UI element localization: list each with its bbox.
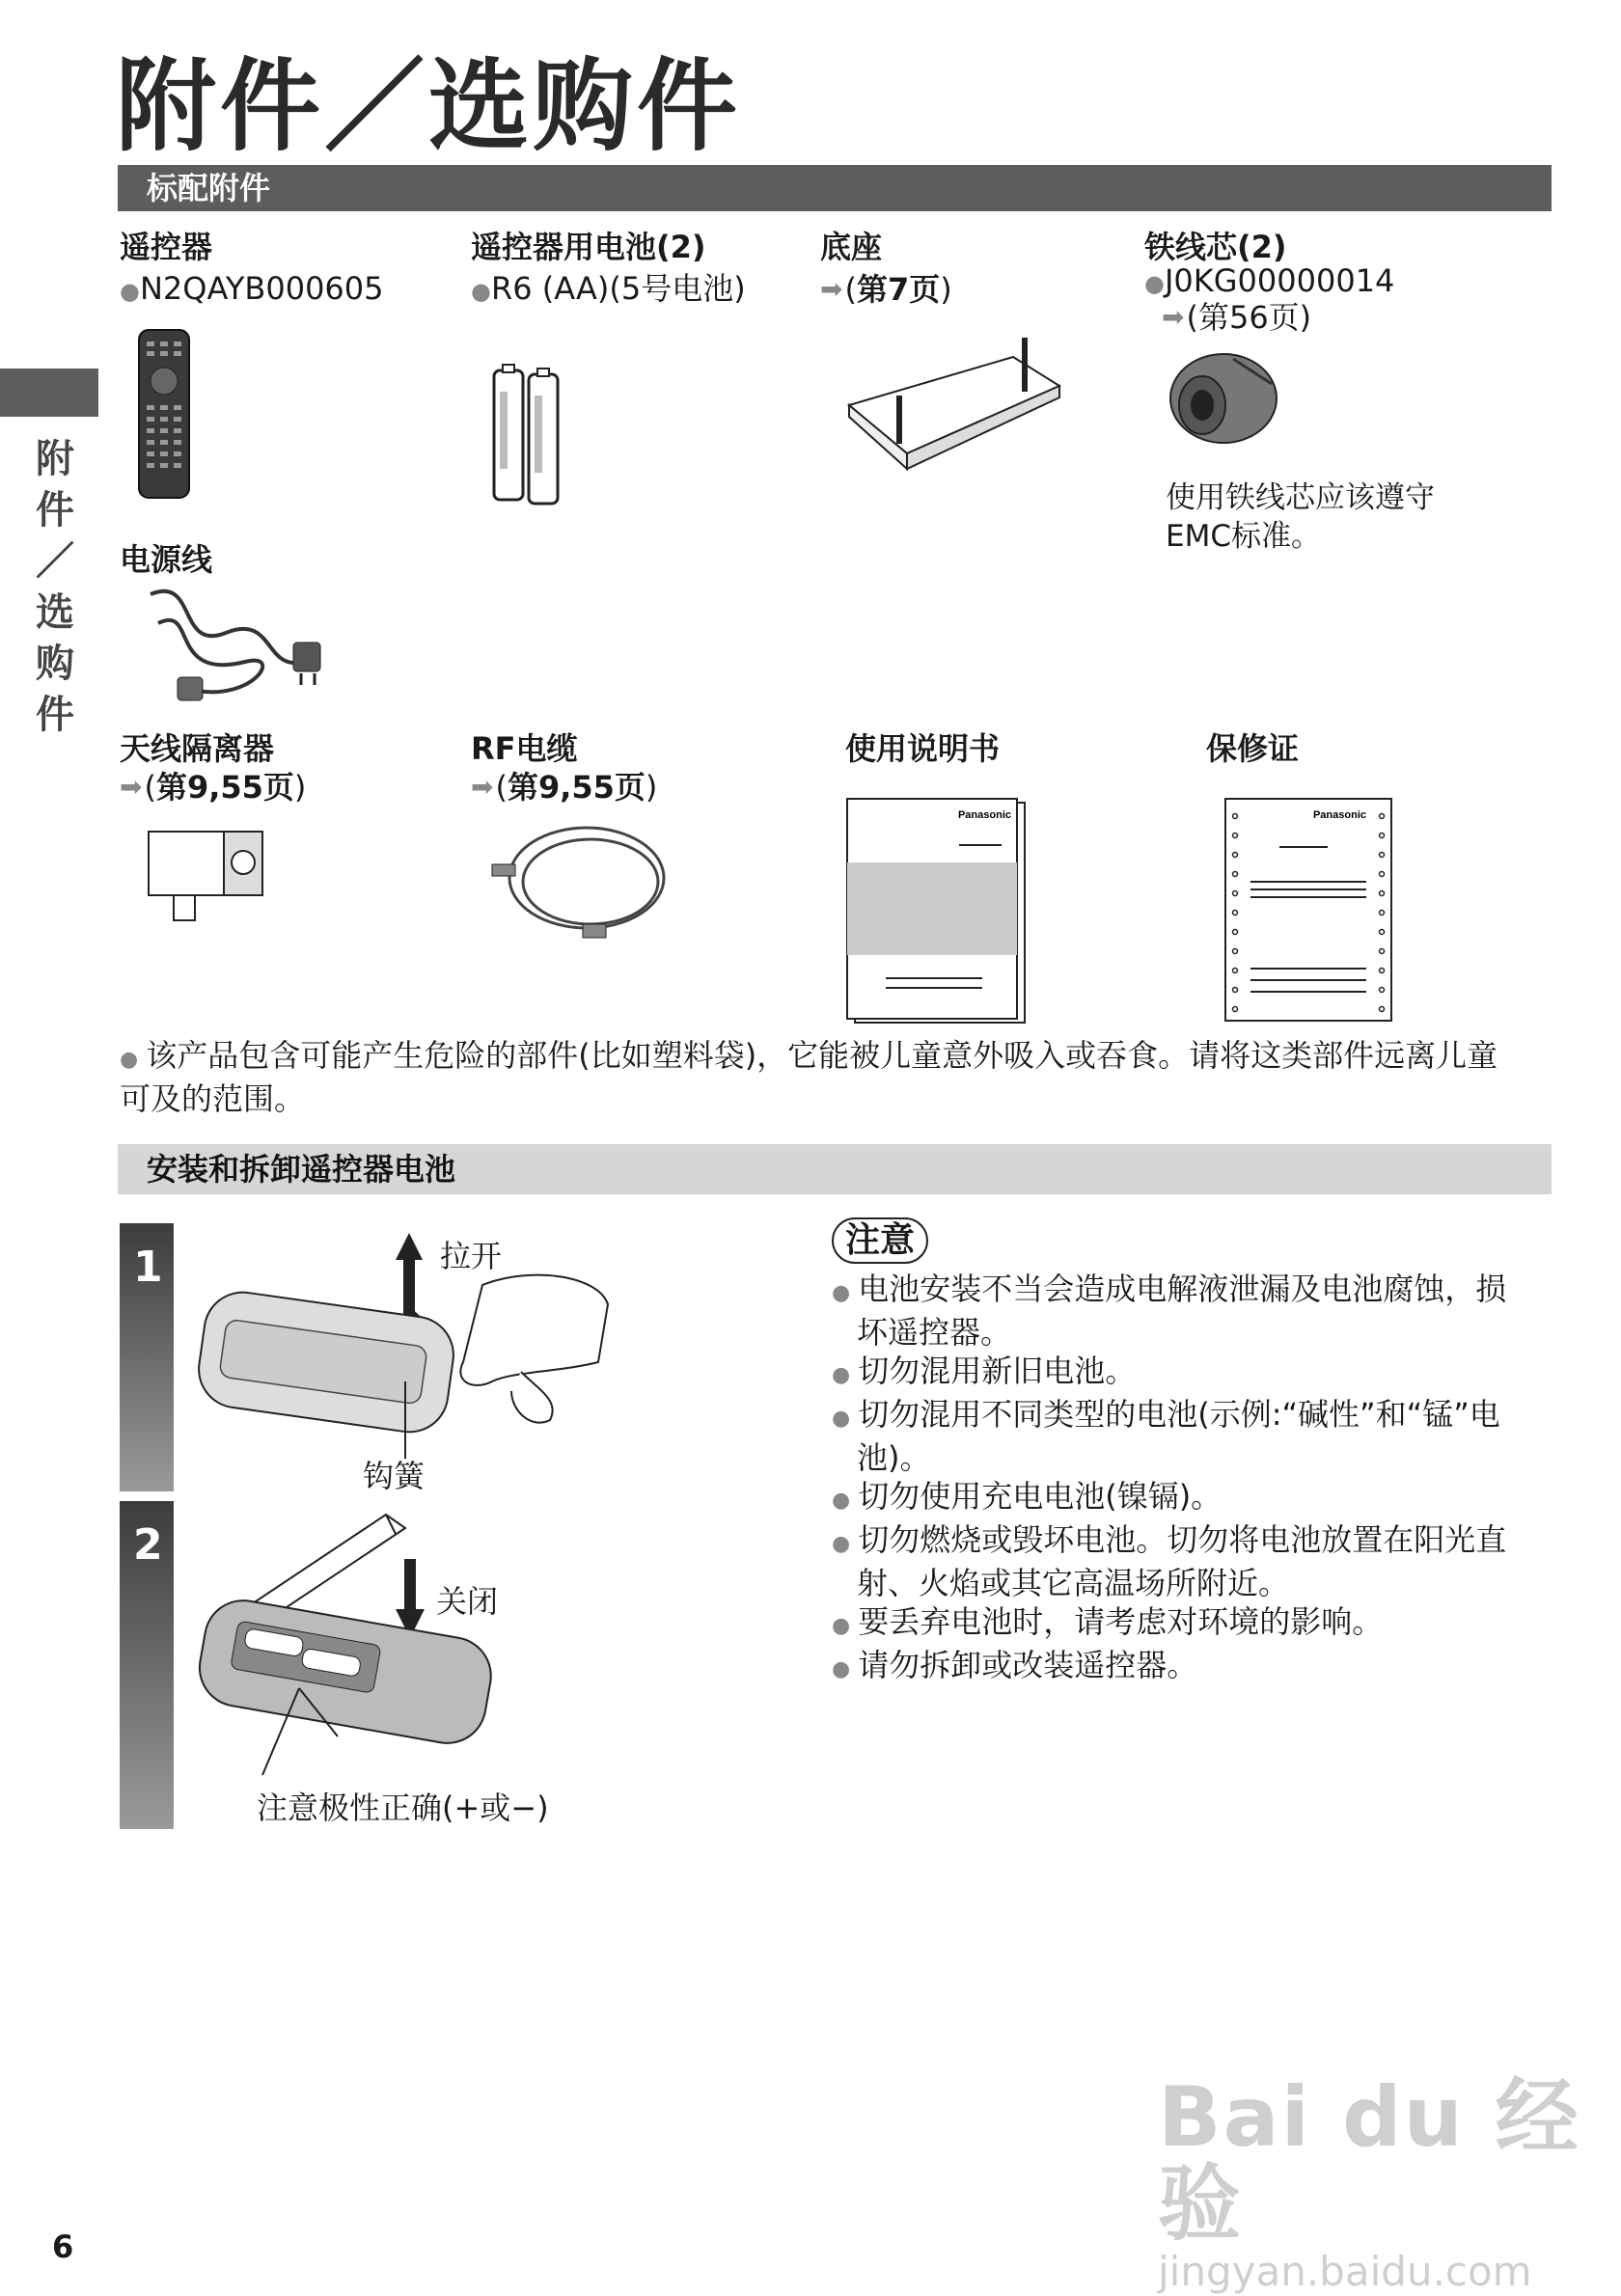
section-header-standard-accessories [118, 165, 1552, 211]
watermark [1158, 2069, 1621, 2296]
page-number: 6 [52, 2228, 74, 2265]
item-ferrite-core [1144, 228, 1394, 337]
bullet-icon: ● [471, 278, 491, 305]
callout-hook: 钩簧 [363, 1458, 426, 1494]
arrow-right-icon: ➡ [120, 771, 143, 803]
manual-brand: Panasonic [957, 809, 1011, 821]
section-title: 标配附件 [147, 170, 271, 206]
item-warranty [1206, 729, 1299, 768]
item-title: 底座 [820, 229, 883, 265]
step-number: 1 [133, 1243, 163, 1292]
item-title: 遥控器 [120, 229, 213, 265]
item-title: RF电缆 [471, 730, 578, 767]
item-batteries [471, 228, 746, 310]
antenna-splitter-illustration [147, 828, 272, 924]
watermark-logo-text: Bai du 经验 [1158, 2069, 1580, 2253]
item-title: 天线隔离器 [120, 730, 275, 767]
caution-item: ● 要丢弃电池时，请考虑对环境的影响。 [832, 1603, 1384, 1640]
item-title: 使用说明书 [845, 730, 1001, 767]
bullet-icon: ● [120, 278, 140, 305]
item-manual [845, 729, 1000, 768]
page-title: 附件／选购件 [116, 47, 742, 165]
caution-label: 注意 [832, 1217, 928, 1264]
safety-note-text: 该产品包含可能产生危险的部件(比如塑料袋)，它能被儿童意外吸入或吞食。请将这类部件远离儿童可及的范围。 [120, 1037, 1498, 1117]
item-title: 铁线芯(2) [1144, 229, 1287, 265]
step-1-marker [120, 1223, 174, 1491]
caution-item: ● 切勿燃烧或毁坏电池。切勿将电池放置在阳光直射、火焰或其它高温场所附近。 [832, 1521, 1507, 1601]
rf-cable-illustration [490, 810, 673, 955]
ferrite-core-illustration [1166, 345, 1281, 451]
page-reference: 第9,55页 [155, 769, 294, 806]
bullet-icon: ● [120, 1048, 139, 1072]
section-header-battery-install [118, 1144, 1552, 1194]
remote-control-illustration [135, 328, 193, 502]
arrow-right-icon: ➡ [1162, 301, 1185, 333]
item-stand: 底座 ➡(第7页) [820, 229, 952, 308]
item-antenna-splitter: 天线隔离器 ➡(第9,55页) [120, 730, 307, 806]
page-reference: 第9,55页 [507, 769, 646, 806]
bullet-icon: ● [832, 1407, 851, 1431]
item-model: J0KG00000014 [1164, 262, 1395, 299]
bullet-icon: ● [832, 1489, 851, 1513]
step-2-marker [120, 1501, 174, 1829]
callout-polarity: 注意极性正确(+或−) [257, 1790, 549, 1826]
callout-pull-open: 拉开 [440, 1238, 503, 1274]
item-power-cord [120, 540, 212, 579]
page-reference: 第7页 [856, 271, 941, 308]
power-cord-illustration [139, 585, 332, 720]
stand-illustration [839, 328, 1071, 482]
ferrite-note: 使用铁线芯应该遵守EMC标准。 [1166, 480, 1435, 554]
caution-item: ● 电池安装不当会造成电解液泄漏及电池腐蚀，损坏遥控器。 [832, 1271, 1507, 1351]
bullet-icon: ● [832, 1281, 851, 1305]
bullet-icon: ● [832, 1657, 851, 1681]
warranty-illustration [1222, 797, 1399, 1025]
step-number: 2 [133, 1520, 163, 1570]
arrow-right-icon: ➡ [820, 273, 843, 305]
page-reference: (第56页) [1186, 299, 1312, 336]
bullet-icon: ● [832, 1363, 851, 1387]
item-title: 电源线 [120, 541, 213, 578]
side-tab-text: 附件／选购件 [36, 437, 74, 737]
bullet-icon: ● [1144, 270, 1165, 297]
warranty-brand: Panasonic [1312, 809, 1366, 821]
caution-item: ● 切勿混用不同类型的电池(示例:“碱性”和“锰”电池)。 [832, 1396, 1500, 1476]
batteries-illustration [490, 363, 563, 507]
item-model: N2QAYB000605 [139, 270, 384, 307]
step-2-insert-batteries-illustration [193, 1505, 598, 1794]
item-model: R6 (AA)(5号电池) [490, 270, 746, 307]
caution-item: ● 切勿使用充电电池(镍镉)。 [832, 1478, 1223, 1515]
item-title: 保修证 [1206, 730, 1300, 767]
arrow-right-icon: ➡ [471, 771, 494, 803]
watermark-url: jingyan.baidu.com [1158, 2248, 1532, 2295]
safety-note [120, 1036, 1528, 1118]
item-title: 遥控器用电池(2) [471, 229, 706, 265]
caution-item: ● 切勿混用新旧电池。 [832, 1353, 1137, 1389]
bullet-icon: ● [832, 1532, 851, 1556]
caution-list [832, 1270, 1507, 1689]
callout-close: 关闭 [436, 1583, 499, 1620]
side-tab-marker [0, 369, 98, 417]
item-rf-cable: RF电缆 ➡(第9,55页) [471, 730, 658, 806]
manual-illustration [843, 797, 1029, 1028]
caution-item: ● 请勿拆卸或改装遥控器。 [832, 1647, 1198, 1683]
item-remote [120, 228, 384, 310]
section-title: 安装和拆卸遥控器电池 [147, 1151, 456, 1188]
step-1-open-cover-illustration [193, 1227, 618, 1478]
bullet-icon: ● [832, 1614, 851, 1638]
